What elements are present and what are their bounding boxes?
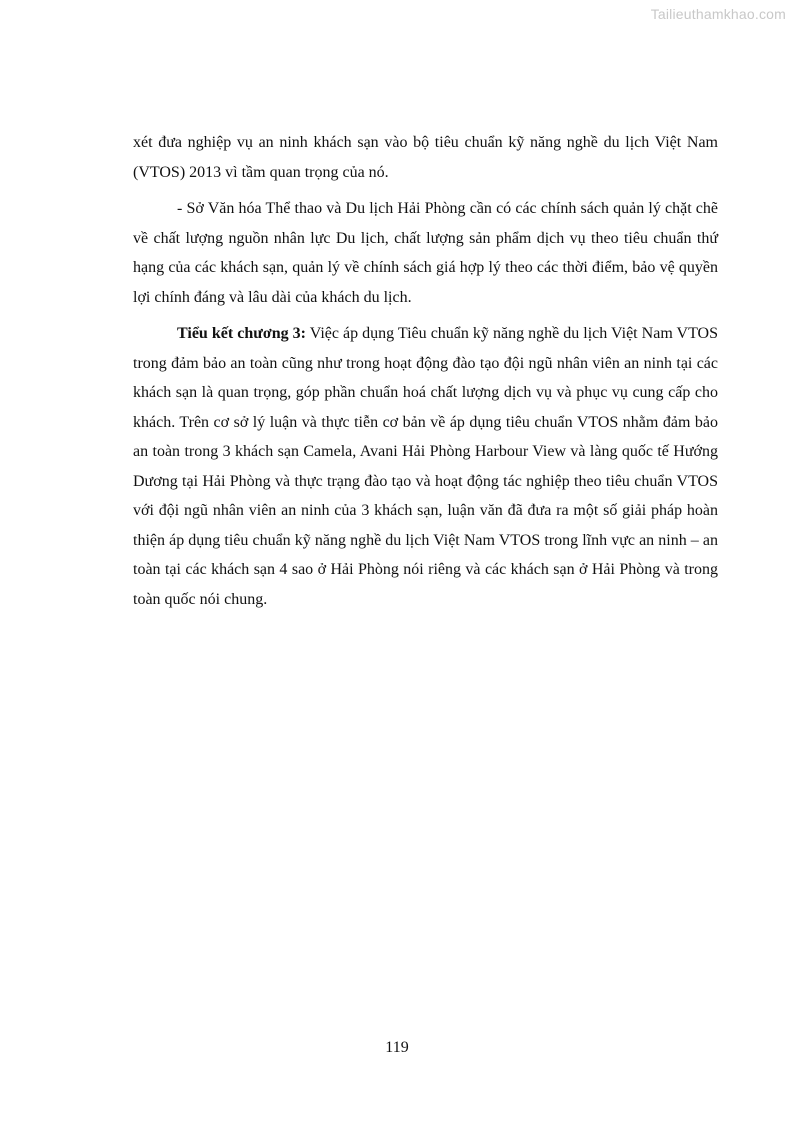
paragraph-recommendation: - Sở Văn hóa Thể thao và Du lịch Hải Phòng cần có các chính sách quản lý chặt chẽ về chất lượng nguồn nhân lực Du lịch, chất lượng sản phẩm dịch vụ theo tiêu chuẩn thứ hạng của các khách sạn, quản lý về chính sách giá hợp lý theo các thời điểm, bảo vệ quyền lợi chính đáng và lâu dài của khách du lịch.: [133, 200, 718, 306]
paragraph-continuation: xét đưa nghiệp vụ an ninh khách sạn vào bộ tiêu chuẩn kỹ năng nghề du lịch Việt Nam (VTOS) 2013 vì tầm quan trọng của nó.: [133, 134, 718, 181]
chapter-summary-label: Tiểu kết chương 3:: [177, 325, 306, 342]
watermark-text: Tailieuthamkhao.com: [650, 6, 786, 22]
chapter-summary-text: Việc áp dụng Tiêu chuẩn kỹ năng nghề du lịch Việt Nam VTOS trong đảm bảo an toàn cũng như trong hoạt động đào tạo đội ngũ nhân viên an ninh tại các khách sạn là quan trọng, góp phần chuẩn hoá chất lượng dịch vụ và phục vụ cung cấp cho khách. Trên cơ sở lý luận và thực tiễn cơ bản về áp dụng tiêu chuẩn VTOS nhằm đảm bảo an toàn trong 3 khách sạn Camela, Avani Hải Phòng Harbour View và làng quốc tế Hướng Dương tại Hải Phòng và thực trạng đào tạo và hoạt động tác nghiệp theo tiêu chuẩn VTOS với đội ngũ nhân viên an ninh của 3 khách sạn, luận văn đã đưa ra một số giải pháp hoàn thiện áp dụng tiêu chuẩn kỹ năng nghề du lịch Việt Nam VTOS trong lĩnh vực an ninh – an toàn tại các khách sạn 4 sao ở Hải Phòng nói riêng và các khách sạn ở Hải Phòng và trong toàn quốc nói chung.: [133, 325, 718, 608]
document-body: [133, 128, 718, 614]
paragraph-chapter-summary: [133, 319, 718, 614]
page-number: 119: [385, 1039, 409, 1056]
